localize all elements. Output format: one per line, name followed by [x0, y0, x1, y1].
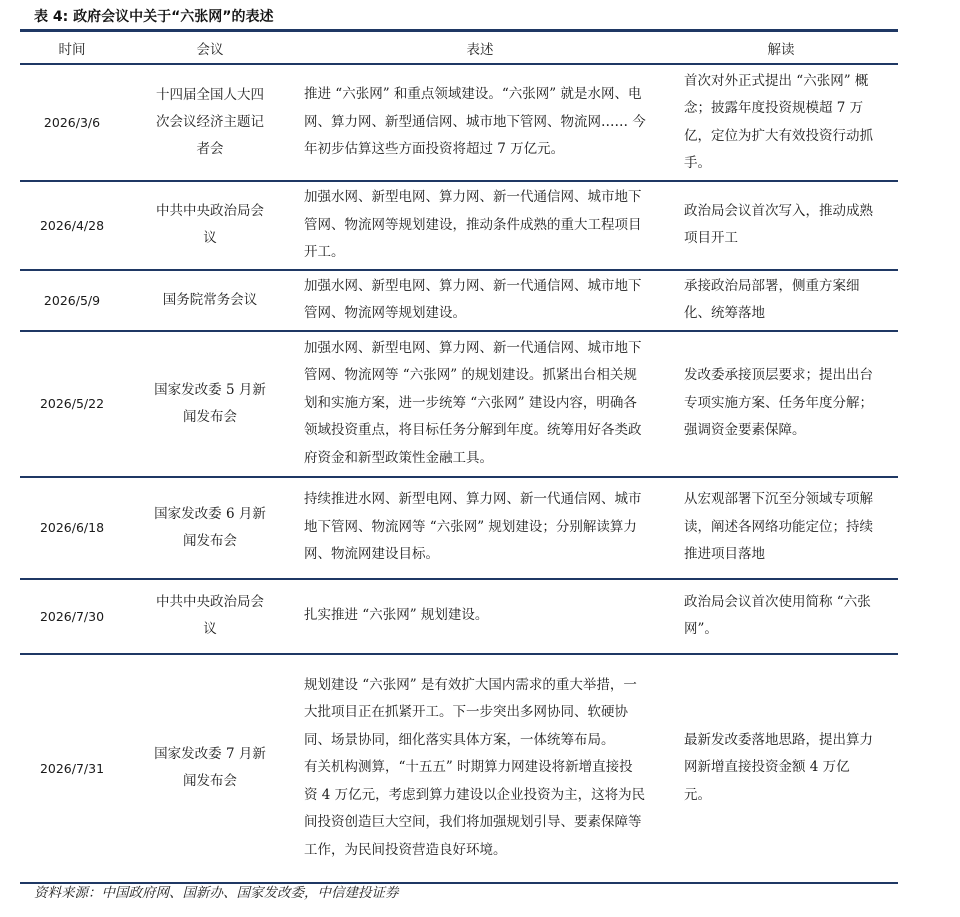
cell-statement [296, 64, 664, 181]
table-row [20, 64, 898, 181]
header-statement: 表述 [296, 31, 664, 65]
cell-time: 2026/7/31 [20, 654, 124, 883]
cell-interpretation: 承接政治局部署，侧重方案细化、统筹落地 [664, 270, 898, 331]
statement-text: 持续推进水网、新型电网、算力网、新一代通信网、城市地下管网、物流网等 “六张网” 规划建设；分别解读算力网、物流网建设目标。 [304, 491, 642, 563]
table-title: 表 4: 政府会议中关于“六张网”的表述 [34, 9, 274, 25]
cell-meeting: 十四届全国人大四次会议经济主题记者会 [124, 64, 296, 181]
table-row [20, 331, 898, 477]
header-time: 时间 [20, 31, 124, 65]
cell-interpretation: 从宏观部署下沉至分领域专项解读，阐述各网络功能定位；持续推进项目落地 [664, 477, 898, 579]
table-row [20, 654, 898, 883]
cell-interpretation: 最新发改委落地思路，提出算力网新增直接投资金额 4 万亿元。 [664, 654, 898, 883]
cell-interpretation: 发改委承接顶层要求；提出出台专项实施方案、任务年度分解；强调资金要素保障。 [664, 331, 898, 477]
cell-meeting: 中共中央政治局会议 [124, 181, 296, 270]
cell-statement [296, 654, 664, 883]
statement-text: 规划建设 “六张网” 是有效扩大国内需求的重大举措，一大批项目正在抓紧开工。下一步突出多网协同、软硬协同、场景协同，细化落实具体方案，一体统筹布局。 [304, 676, 637, 748]
cell-statement [296, 477, 664, 579]
table-row [20, 477, 898, 579]
cell-statement [296, 579, 664, 654]
cell-interpretation: 首次对外正式提出 “六张网” 概念；披露年度投资规模超 7 万亿，定位为扩大有效投资行动抓手。 [664, 64, 898, 181]
cell-meeting: 国务院常务会议 [124, 270, 296, 331]
table-row [20, 270, 898, 331]
statement-text: 加强水网、新型电网、算力网、新一代通信网、城市地下管网、物流网等规划建设。 [304, 277, 642, 321]
cell-meeting: 中共中央政治局会议 [124, 579, 296, 654]
cell-interpretation: 政治局会议首次使用简称 “六张网”。 [664, 579, 898, 654]
statement-text: 加强水网、新型电网、算力网、新一代通信网、城市地下管网、物流网等规划建设，推动条件成熟的重大工程项目开工。 [304, 189, 642, 260]
header-interpretation: 解读 [664, 31, 898, 65]
header-meeting: 会议 [124, 31, 296, 65]
cell-time: 2026/6/18 [20, 477, 124, 579]
cell-statement [296, 331, 664, 477]
source-note: 资料来源：中国政府网、国新办、国家发改委，中信建投证券 [34, 885, 399, 901]
cell-time: 2026/4/28 [20, 181, 124, 270]
table-row [20, 181, 898, 270]
statement-text: 有关机构测算，“十五五” 时期算力网建设将新增直接投资 4 万亿元，考虑到算力建设以企业投资为主，这将为民间投资创造巨大空间，我们将加强规划引导、要素保障等工作，为民间投资营造良好环境。 [304, 759, 646, 858]
cell-interpretation: 政治局会议首次写入，推动成熟项目开工 [664, 181, 898, 270]
cell-time: 2026/5/9 [20, 270, 124, 331]
cell-time: 2026/3/6 [20, 64, 124, 181]
statement-text: 加强水网、新型电网、算力网、新一代通信网、城市地下管网、物流网等 “六张网” 的规划建设。抓紧出台相关规划和实施方案，进一步统筹 “六张网” 建设内容，明确各领域投资重点，将目标任务分解到年度。统筹用好各类政府资金和新型政策性金融工具。 [304, 339, 642, 466]
cell-meeting: 国家发改委 5 月新闻发布会 [124, 331, 296, 477]
cell-statement [296, 181, 664, 270]
cell-meeting: 国家发改委 7 月新闻发布会 [124, 654, 296, 883]
cell-time: 2026/7/30 [20, 579, 124, 654]
table-row [20, 579, 898, 654]
cell-statement [296, 270, 664, 331]
cell-meeting: 国家发改委 6 月新闻发布会 [124, 477, 296, 579]
statement-text: 扎实推进 “六张网” 规划建设。 [304, 607, 489, 624]
statement-text: 推进 “六张网” 和重点领域建设。“六张网” 就是水网、电网、算力网、新型通信网、城市地下管网、物流网…… 今年初步估算这些方面投资将超过 7 万亿元。 [304, 86, 646, 158]
cell-time: 2026/5/22 [20, 331, 124, 477]
table-header-row [20, 31, 898, 65]
table-container [20, 29, 898, 884]
meetings-table [20, 29, 898, 884]
